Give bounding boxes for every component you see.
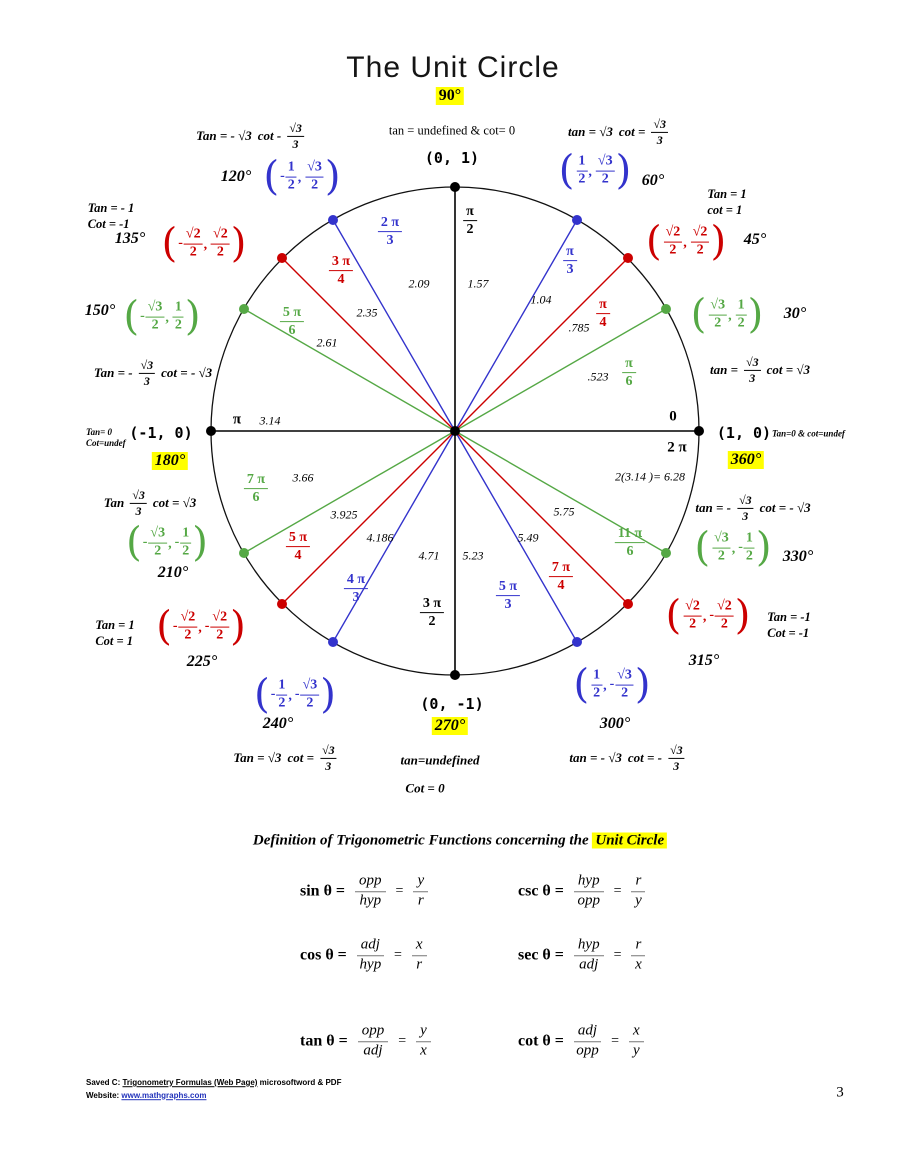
spoke-60 [455, 220, 577, 431]
radian-2pi: 2 π [667, 439, 687, 456]
spoke-120 [333, 220, 455, 431]
formula-tan: tan θ = $\frac{\text{opp}}{\text{adj}}$ = $\frac{y}{x}$ [300, 1023, 431, 1059]
tancot-0: Tan=0 & cot=undef [772, 428, 845, 439]
dot-270 [450, 670, 460, 680]
degree-60: 60° [641, 172, 665, 189]
degree-360: 360° [728, 451, 764, 469]
radian-3pi-4: 3 π 4 [329, 254, 353, 288]
decimal-2-61: 2.61 [316, 335, 338, 350]
tancot-135: Tan = - 1 Cot = -1 [87, 200, 135, 231]
decimal-4-71: 4.71 [418, 548, 440, 563]
degree-330: 330° [782, 548, 814, 565]
tancot-180: Tan= 0 Cot=undef [86, 426, 126, 448]
tancot-240: Tan = √3 cot = $\frac{√3}{3}$ [233, 742, 335, 773]
formula-cos: cos θ = $\frac{\text{adj}}{\text{hyp}}$ = $\frac{x}{r}$ [300, 937, 427, 973]
coords-30: ( $\frac{√3}{2}$ , $\frac{1}{2}$ ) [691, 299, 763, 332]
degree-90: 90° [436, 87, 464, 105]
degree-315: 315° [688, 652, 720, 669]
coords-0: (1, 0) [716, 424, 772, 442]
dot-180 [206, 426, 216, 436]
decimal-5-75: 5.75 [553, 504, 575, 519]
coords-150: ( - $\frac{√3}{2}$ , $\frac{1}{2}$ ) [123, 301, 200, 334]
dot-90 [450, 182, 460, 192]
dot-225 [277, 599, 287, 609]
degree-270: 270° [432, 717, 468, 735]
degree-210: 210° [157, 564, 189, 581]
spoke-210 [244, 431, 455, 553]
dot-300 [572, 637, 582, 647]
footer-line-1: Saved C: Trigonometry Formulas (Web Page) microsoftword & PDF [86, 1078, 342, 1088]
dot-315 [623, 599, 633, 609]
radian-2pi-3: 2 π 3 [378, 215, 402, 249]
radian-pi-6: π 6 [622, 356, 636, 390]
decimal-5-23: 5.23 [462, 548, 484, 563]
dot-240 [328, 637, 338, 647]
dot-135 [277, 253, 287, 263]
decimal-785: .785 [568, 320, 590, 335]
radian-7pi-6: 7 π 6 [244, 472, 268, 506]
decimal-2-09: 2.09 [408, 276, 430, 291]
degree-120: 120° [220, 168, 252, 185]
footer [86, 1077, 341, 1103]
degree-135: 135° [114, 230, 146, 247]
dot-150 [239, 304, 249, 314]
tancot-270-line2: Cot = 0 [405, 780, 445, 796]
coords-210: ( - $\frac{√3}{2}$ , - $\frac{1}{2}$ ) [126, 527, 208, 560]
radian-11pi-6: 11 π 6 [615, 526, 645, 560]
tancot-270-line1: tan=undefined [400, 752, 480, 768]
dot-60 [572, 215, 582, 225]
coords-60: ( $\frac{1}{2}$ , $\frac{√3}{2}$ ) [559, 155, 631, 188]
tancot-210: Tan $\frac{√3}{3}$ cot = √3 [103, 487, 197, 518]
coords-135: ( - $\frac{√2}{2}$ , $\frac{√2}{2}$ ) [162, 228, 247, 261]
decimal-2-35: 2.35 [356, 305, 378, 320]
tancot-120: Tan = - √3 cot - $\frac{√3}{3}$ [196, 120, 302, 151]
coords-315: ( $\frac{√2}{2}$ , - $\frac{√2}{2}$ ) [666, 600, 751, 633]
definitions-heading: Definition of Trigonometric Functions concerning the Unit Circle [253, 833, 667, 850]
tancot-150: Tan = - $\frac{√3}{3}$ cot = - √3 [93, 357, 213, 388]
tancot-315: Tan = -1 Cot = -1 [767, 609, 811, 640]
radian-4pi-3: 4 π 3 [344, 572, 368, 606]
spoke-315 [455, 431, 628, 604]
formula-csc: csc θ = $\frac{\text{hyp}}{\text{opp}}$ = $\frac{r}{y}$ [518, 873, 645, 909]
dot-120 [328, 215, 338, 225]
coords-180: (-1, 0) [129, 424, 193, 442]
radian-pi-2: π 2 [463, 204, 477, 238]
dot-0 [694, 426, 704, 436]
footer-line-2: Website: www.mathgraphs.com [86, 1091, 207, 1100]
degree-30: 30° [783, 305, 807, 322]
radian-3pi-2: 3 π 2 [420, 596, 444, 630]
dot-center [450, 426, 460, 436]
tancot-90: tan = undefined & cot= 0 [388, 123, 516, 138]
coords-240: ( - $\frac{1}{2}$ , - $\frac{√3}{2}$ ) [254, 679, 336, 712]
coords-300: ( $\frac{1}{2}$ , - $\frac{√3}{2}$ ) [573, 669, 650, 702]
tancot-30: tan = $\frac{√3}{3}$ cot = √3 [709, 354, 811, 385]
tancot-45: Tan = 1 cot = 1 [707, 186, 747, 217]
radian-0: 0 [669, 408, 677, 425]
tancot-330: tan = - $\frac{√3}{3}$ cot = - √3 [695, 492, 811, 523]
radian-pi-4: π 4 [596, 297, 610, 331]
coords-120: ( - $\frac{1}{2}$ , $\frac{√3}{2}$ ) [263, 161, 340, 194]
decimal-3-925: 3.925 [330, 507, 358, 522]
dot-45 [623, 253, 633, 263]
decimal-523: .523 [587, 369, 609, 384]
radian-5pi-3: 5 π 3 [496, 579, 520, 613]
formula-cot: cot θ = $\frac{\text{adj}}{\text{opp}}$ = $\frac{x}{y}$ [518, 1023, 644, 1059]
decimal-1-04: 1.04 [530, 292, 552, 307]
dot-30 [661, 304, 671, 314]
coords-270: (0, -1) [420, 695, 484, 713]
page-title: The Unit Circle [346, 51, 560, 84]
coords-225: ( - $\frac{√2}{2}$ , - $\frac{√2}{2}$ ) [156, 611, 245, 644]
coords-330: ( $\frac{√3}{2}$ , - $\frac{1}{2}$ ) [694, 532, 771, 565]
radian-pi: π [232, 411, 242, 428]
coords-45: ( $\frac{√2}{2}$ , $\frac{√2}{2}$ ) [646, 226, 726, 259]
decimal-4-186: 4.186 [366, 530, 394, 545]
decimal-5-49: 5.49 [517, 530, 539, 545]
dot-210 [239, 548, 249, 558]
radian-5pi-4: 5 π 4 [286, 530, 310, 564]
decimal-3-14: 3.14 [259, 413, 281, 428]
degree-45: 45° [743, 231, 767, 248]
decimal-6-28: 2(3.14 )= 6.28 [614, 469, 686, 484]
formula-sec: sec θ = $\frac{\text{hyp}}{\text{adj}}$ = $\frac{r}{x}$ [518, 937, 645, 973]
tancot-300: tan = - √3 cot = - $\frac{√3}{3}$ [569, 742, 683, 773]
dot-330 [661, 548, 671, 558]
radian-pi-3: π 3 [563, 244, 577, 278]
formula-sin: sin θ = $\frac{\text{opp}}{\text{hyp}}$ = $\frac{y}{r}$ [300, 873, 428, 909]
tancot-60: tan = √3 cot = $\frac{√3}{3}$ [567, 116, 667, 147]
tancot-225: Tan = 1 Cot = 1 [95, 617, 135, 648]
decimal-1-57: 1.57 [467, 276, 489, 291]
degree-180: 180° [152, 452, 188, 470]
saved-file-link[interactable]: Trigonometry Formulas (Web Page) [122, 1078, 258, 1088]
radian-5pi-6: 5 π 6 [280, 305, 304, 339]
radian-7pi-4: 7 π 4 [549, 560, 573, 594]
spoke-225 [282, 431, 455, 604]
degree-225: 225° [186, 653, 218, 670]
page-number: 3 [836, 1084, 844, 1101]
coords-90: (0, 1) [424, 149, 480, 167]
website-link[interactable]: www.mathgraphs.com [121, 1091, 207, 1100]
degree-240: 240° [262, 715, 294, 732]
degree-150: 150° [84, 302, 116, 319]
degree-300: 300° [599, 715, 631, 732]
decimal-3-66: 3.66 [292, 470, 314, 485]
